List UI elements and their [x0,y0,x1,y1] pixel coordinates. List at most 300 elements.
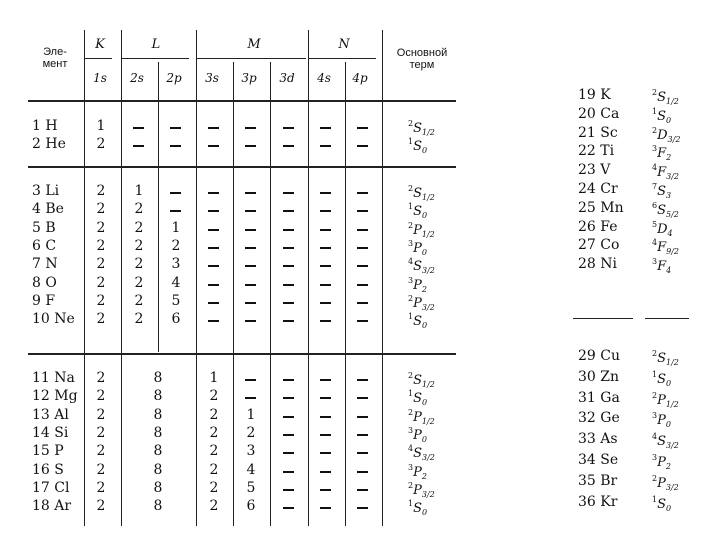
electron-count: 2 [96,406,106,423]
term-orbital-letter: S [657,496,666,512]
term-multiplicity: 2 [408,119,414,128]
empty-dash [245,379,256,381]
electron-count: 2 [209,406,219,423]
ground-term [408,137,427,155]
element-name: 1 H [32,118,58,134]
subshell-3d-label: 3d [279,71,295,85]
empty-dash [357,192,368,194]
term-j-value: 3/2 [421,302,435,312]
electron-count: 8 [153,498,163,515]
term-multiplicity: 3 [652,411,658,421]
ground-term [652,144,671,162]
ground-term [408,371,435,389]
term-orbital-letter: F [657,240,667,256]
empty-dash [283,397,294,399]
term-j-value: 0 [421,247,427,257]
term-j-value: 0 [666,378,672,388]
element-name: 4 Be [32,201,64,218]
term-multiplicity: 2 [408,371,414,380]
ground-term [408,312,427,330]
electron-count: 2 [96,370,106,386]
electron-count: 2 [96,256,106,273]
electron-count: 2 [96,388,106,405]
column-rule-5 [233,62,234,526]
subshell-3s-label: 3s [205,71,219,85]
term-multiplicity: 3 [408,462,414,472]
empty-dash [283,302,294,304]
empty-dash [357,247,368,249]
term-multiplicity: 3 [652,257,658,267]
ground-term [408,202,427,220]
term-multiplicity: 1 [652,369,658,379]
term-j-value: 0 [422,321,428,331]
term-j-value: 9/2 [666,247,679,257]
term-j-value: 0 [422,211,428,221]
term-j-value: 0 [422,146,428,155]
empty-dash [208,302,219,304]
empty-dash [245,284,256,286]
empty-dash [245,210,256,212]
element-name: 22 Ti [578,143,615,160]
term-multiplicity: 2 [408,184,414,193]
empty-dash [245,229,256,231]
element-column-header: Эле- мент [42,46,68,70]
ground-term [652,163,679,181]
empty-dash [283,507,294,509]
term-orbital-letter: D [657,127,668,143]
electron-count: 4 [246,461,256,478]
electron-count: 2 [96,136,106,152]
ground-term [652,88,679,106]
term-orbital-letter: S [413,259,422,275]
column-rule-2 [121,30,122,526]
term-j-value: 1/2 [666,358,679,367]
term-orbital-letter: P [413,295,422,311]
electron-count: 2 [96,237,106,254]
term-j-value: 1/2 [422,380,435,389]
term-column-header: Основной терм [396,47,448,71]
electron-count: 2 [209,479,219,496]
empty-dash [320,320,331,322]
element-name: 36 Kr [578,493,618,510]
term-orbital-letter: P [413,464,422,480]
term-multiplicity: 2 [408,407,414,417]
empty-dash [320,247,331,249]
term-multiplicity: 2 [652,125,658,135]
element-name: 3 Li [32,183,60,199]
element-name: 28 Ni [578,256,617,273]
shell-l-label: L [151,37,161,52]
header-bottom-rule [28,100,456,102]
ground-term [652,370,671,388]
ground-term [408,463,427,481]
electron-count: 2 [246,424,256,441]
term-multiplicity: 2 [652,473,658,483]
element-name: 8 O [32,274,57,291]
term-multiplicity: 2 [408,480,414,490]
empty-dash [357,145,368,147]
electron-count: 1 [134,183,144,199]
empty-dash [208,229,219,231]
empty-dash [320,210,331,212]
term-multiplicity: 1 [408,202,414,212]
term-multiplicity: 4 [652,238,658,248]
term-orbital-letter: S [657,434,666,450]
shell-underline-m [196,58,306,59]
empty-dash [170,192,181,194]
term-multiplicity: 3 [652,453,658,462]
term-j-value: 3 [666,191,672,200]
empty-dash [208,284,219,286]
term-multiplicity: 2 [408,293,414,303]
term-orbital-letter: P [413,482,422,498]
ground-term [652,107,671,125]
element-name: 13 Al [32,406,69,423]
electron-count: 6 [171,311,181,328]
element-name: 19 K [578,87,611,103]
empty-dash [283,265,294,267]
element-name: 6 C [32,237,57,254]
ground-term [408,481,435,499]
element-name: 33 As [578,431,618,448]
empty-dash [283,284,294,286]
subshell-2p-label: 2p [166,71,182,85]
ground-term [408,257,435,275]
empty-dash [357,489,368,491]
empty-dash [320,489,331,491]
ground-term [652,238,679,256]
electron-count: 2 [96,443,106,460]
ground-term [408,119,435,137]
term-orbital-letter: S [413,186,422,201]
column-rule-8 [345,62,346,526]
empty-dash [245,127,256,129]
empty-dash [133,127,144,129]
empty-dash [170,145,181,147]
electron-count: 2 [209,424,219,441]
term-j-value: 0 [421,434,427,444]
electron-count: 2 [96,479,106,496]
term-orbital-letter: S [413,139,422,154]
separator-right [645,318,689,319]
empty-dash [283,247,294,249]
empty-dash [357,127,368,129]
electron-count: 3 [171,256,181,273]
empty-dash [208,320,219,322]
empty-dash [245,145,256,147]
term-multiplicity: 2 [408,220,414,230]
empty-dash [245,320,256,322]
term-orbital-letter: S [413,204,422,220]
ground-term [652,257,671,275]
term-j-value: 1/2 [666,97,679,106]
electron-count: 8 [153,424,163,441]
ground-term [408,276,427,294]
electron-count: 8 [153,443,163,460]
empty-dash [357,379,368,381]
group-rule-2 [28,353,456,355]
empty-dash [320,284,331,286]
empty-dash [320,229,331,231]
empty-dash [133,145,144,147]
empty-dash [320,145,331,147]
element-name: 20 Ca [578,105,620,122]
element-name: 9 F [32,292,56,309]
empty-dash [357,302,368,304]
element-name: 10 Ne [32,311,75,328]
term-j-value: 2 [665,462,671,471]
term-orbital-letter: P [657,475,666,491]
element-name: 32 Ge [578,410,620,427]
empty-dash [245,302,256,304]
term-multiplicity: 5 [652,219,658,229]
empty-dash [357,265,368,267]
element-name: 34 Se [578,452,619,468]
electron-count: 5 [246,479,256,496]
empty-dash [320,416,331,418]
term-multiplicity: 2 [652,88,658,97]
electron-count: 1 [171,219,181,236]
term-orbital-letter: P [413,409,422,425]
electron-count: 3 [246,443,256,460]
empty-dash [170,210,181,212]
shell-n-label: N [338,37,350,52]
electron-count: 2 [96,292,106,309]
term-orbital-letter: S [657,108,666,124]
term-multiplicity: 2 [652,349,658,358]
term-multiplicity: 1 [408,137,414,146]
ground-term [652,453,671,471]
empty-dash [283,379,294,381]
empty-dash [208,145,219,147]
term-orbital-letter: S [413,501,422,517]
empty-dash [170,127,181,129]
empty-dash [320,302,331,304]
ground-term [652,220,673,238]
element-name: 17 Cl [32,479,70,496]
term-multiplicity: 1 [652,106,658,116]
element-name: 14 Si [32,424,69,441]
term-multiplicity: 3 [408,238,414,248]
shell-m-label: M [247,37,261,52]
empty-dash [320,507,331,509]
electron-count: 2 [209,461,219,478]
empty-dash [357,229,368,231]
electron-count: 2 [171,237,181,254]
column-rule-9 [382,30,383,526]
element-name: 27 Co [578,237,620,254]
term-orbital-letter: P [657,413,666,429]
element-name: 18 Ar [32,498,72,515]
element-name: 16 S [32,461,64,478]
term-multiplicity: 1 [408,389,414,399]
electron-count: 1 [209,370,219,386]
term-orbital-letter: S [413,121,422,136]
empty-dash [357,284,368,286]
term-orbital-letter: S [657,351,666,366]
term-j-value: 0 [666,503,672,513]
ground-term [408,294,435,312]
term-multiplicity: 4 [408,444,414,454]
term-multiplicity: 3 [408,275,414,285]
electron-count: 2 [134,219,144,236]
term-orbital-letter: D [657,221,668,237]
element-name: 5 B [32,219,56,236]
electron-count: 2 [134,256,144,273]
element-name: 35 Br [578,472,618,489]
empty-dash [320,127,331,129]
term-orbital-letter: P [413,427,422,443]
element-name: 21 Sc [578,124,618,141]
empty-dash [357,320,368,322]
element-name: 12 Mg [32,388,78,405]
term-orbital-letter: S [657,371,666,387]
element-name: 2 He [32,136,66,152]
term-j-value: 1/2 [421,229,435,239]
subshell-2s-label: 2s [130,71,144,85]
term-j-value: 3/2 [667,134,681,144]
term-j-value: 3/2 [666,441,679,451]
term-j-value: 4 [667,228,673,238]
empty-dash [357,507,368,509]
empty-dash [357,397,368,399]
electron-count: 2 [209,388,219,405]
electron-count: 8 [153,461,163,478]
term-orbital-letter: P [413,240,422,256]
ground-term [652,432,679,450]
empty-dash [245,247,256,249]
column-rule-1 [84,30,85,526]
empty-dash [208,247,219,249]
term-orbital-letter: P [657,392,666,408]
subshell-4p-label: 4p [352,71,368,85]
element-name: 11 Na [32,370,75,386]
term-j-value: 0 [665,420,671,430]
empty-dash [320,452,331,454]
electron-count: 2 [134,292,144,309]
ground-term [652,201,679,219]
ground-term [408,184,435,202]
ground-term [652,495,671,513]
shell-underline-k [84,58,112,59]
empty-dash [320,397,331,399]
element-name: 29 Cu [578,348,620,364]
shell-underline-l [121,58,189,59]
ground-term [652,391,679,409]
empty-dash [283,452,294,454]
empty-dash [208,265,219,267]
term-j-value: 1/2 [422,193,435,202]
term-j-value: 2 [666,153,672,163]
empty-dash [283,229,294,231]
empty-dash [320,192,331,194]
empty-dash [357,434,368,436]
term-multiplicity: 1 [408,499,414,509]
shell-k-label: K [95,37,105,52]
empty-dash [283,210,294,212]
ground-term [652,126,680,144]
term-multiplicity: 1 [652,494,658,504]
term-orbital-letter: F [657,146,667,162]
ground-term [408,221,435,239]
separator-left [573,318,633,319]
electron-count: 8 [153,479,163,496]
element-name: 7 N [32,256,58,273]
ground-term [408,408,435,426]
empty-dash [245,192,256,194]
electron-count: 2 [96,424,106,441]
element-name: 30 Zn [578,368,620,385]
empty-dash [283,434,294,436]
electron-count: 1 [96,118,106,134]
electron-count: 8 [153,388,163,405]
term-j-value: 2 [421,471,427,481]
empty-dash [320,265,331,267]
ground-term [652,474,679,492]
empty-dash [283,489,294,491]
empty-dash [357,452,368,454]
empty-dash [208,192,219,194]
element-name: 31 Ga [578,389,620,406]
empty-dash [283,320,294,322]
subshell-4s-label: 4s [317,71,331,85]
empty-dash [283,416,294,418]
element-name: 24 Cr [578,181,618,197]
term-multiplicity: 2 [652,390,658,400]
term-multiplicity: 4 [652,432,658,442]
shell-underline-n [308,58,376,59]
electron-count: 2 [96,219,106,236]
term-j-value: 0 [422,398,428,408]
term-j-value: 1/2 [665,399,679,409]
term-j-value: 3/2 [421,489,435,499]
empty-dash [357,416,368,418]
electron-count: 2 [134,311,144,328]
empty-dash [283,471,294,473]
subshell-1s-label: 1s [93,71,107,85]
empty-dash [320,471,331,473]
term-orbital-letter: S [413,391,422,407]
group-rule-1 [28,166,456,168]
term-orbital-letter: F [657,259,667,275]
term-orbital-letter: S [413,373,422,388]
element-name: 15 P [32,443,64,460]
electron-count: 2 [134,201,144,218]
term-orbital-letter: F [657,165,667,181]
electron-count: 2 [134,274,144,291]
empty-dash [283,145,294,147]
term-j-value: 4 [666,266,672,276]
ground-term [408,426,427,444]
empty-dash [245,265,256,267]
electron-count: 2 [96,461,106,478]
empty-dash [320,379,331,381]
electron-count: 8 [153,370,163,386]
term-orbital-letter: S [657,184,666,199]
empty-dash [283,192,294,194]
empty-dash [283,127,294,129]
term-j-value: 1/2 [422,128,435,137]
element-name: 26 Fe [578,218,618,235]
element-name: 23 V [578,162,611,179]
electron-count: 2 [96,498,106,515]
term-orbital-letter: S [657,202,666,218]
electron-count: 2 [134,237,144,254]
ground-term [408,389,427,407]
electron-count: 6 [246,498,256,515]
column-rule-7 [308,30,309,526]
term-multiplicity: 7 [652,182,658,191]
